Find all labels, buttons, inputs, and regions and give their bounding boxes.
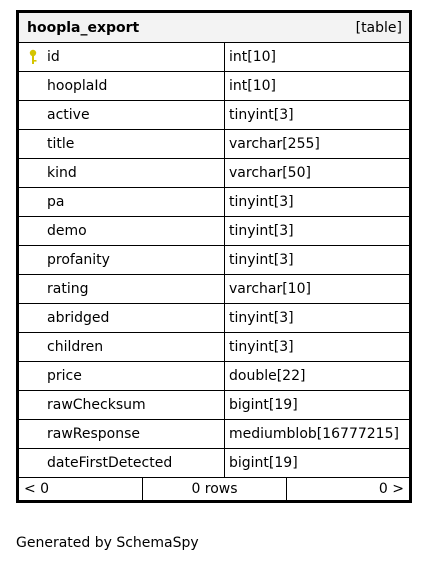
column-name-cell [19,246,225,274]
column-name: id [47,49,60,65]
column-type: tinyint[3] [229,252,294,268]
table-footer [19,478,409,500]
column-type: mediumblob[16777215] [229,426,399,442]
column-type: varchar[50] [229,165,311,181]
table-row[interactable] [19,72,409,101]
column-name: active [47,107,90,123]
column-name: rawResponse [47,426,141,442]
column-name-cell [19,188,225,216]
column-type: bigint[19] [229,455,298,471]
column-name: profanity [47,252,110,268]
column-type: tinyint[3] [229,223,294,239]
footer-prev: < 0 [19,478,143,500]
column-type: bigint[19] [229,397,298,413]
table-row[interactable] [19,304,409,333]
column-name-cell [19,72,225,100]
column-type: varchar[255] [229,136,320,152]
column-type: tinyint[3] [229,194,294,210]
column-list [19,43,409,478]
footer-row-count: 0 rows [143,478,287,500]
column-name: dateFirstDetected [47,455,173,471]
table-row[interactable] [19,449,409,478]
column-name: title [47,136,75,152]
table-name[interactable]: hoopla_export [27,19,140,36]
column-name-cell [19,304,225,332]
table-row[interactable] [19,43,409,72]
column-type: int[10] [229,49,276,65]
table-row[interactable] [19,217,409,246]
column-name-cell [19,130,225,158]
table-row[interactable] [19,391,409,420]
column-name: children [47,339,104,355]
column-name-cell [19,391,225,419]
column-type: tinyint[3] [229,310,294,326]
column-name-cell [19,101,225,129]
column-name: kind [47,165,77,181]
table-row[interactable] [19,333,409,362]
generated-by-credit: Generated by SchemaSpy [16,535,199,551]
column-name: price [47,368,82,384]
table-row[interactable] [19,246,409,275]
column-name-cell [19,275,225,303]
table-row[interactable] [19,159,409,188]
column-name-cell [19,449,225,477]
column-type: varchar[10] [229,281,311,297]
column-name-cell [19,420,225,448]
column-name: hooplaId [47,78,108,94]
table-row[interactable] [19,420,409,449]
table-row[interactable] [19,188,409,217]
table-type-label: [table] [355,19,402,36]
table-row[interactable] [19,101,409,130]
column-name: abridged [47,310,110,326]
column-type: tinyint[3] [229,107,294,123]
column-type: int[10] [229,78,276,94]
column-name-cell [19,362,225,390]
table-header [19,13,409,43]
column-name-cell [19,159,225,187]
column-name: pa [47,194,65,210]
column-name: demo [47,223,87,239]
column-type: double[22] [229,368,306,384]
column-name: rawChecksum [47,397,146,413]
table-row[interactable] [19,362,409,391]
primary-key-icon [28,49,38,65]
table-node [16,10,412,503]
column-name-cell [19,333,225,361]
column-name: rating [47,281,89,297]
table-row[interactable] [19,130,409,159]
column-type: tinyint[3] [229,339,294,355]
column-name-cell [19,217,225,245]
table-row[interactable] [19,275,409,304]
column-name-cell [19,43,225,71]
footer-next: 0 > [378,481,404,497]
